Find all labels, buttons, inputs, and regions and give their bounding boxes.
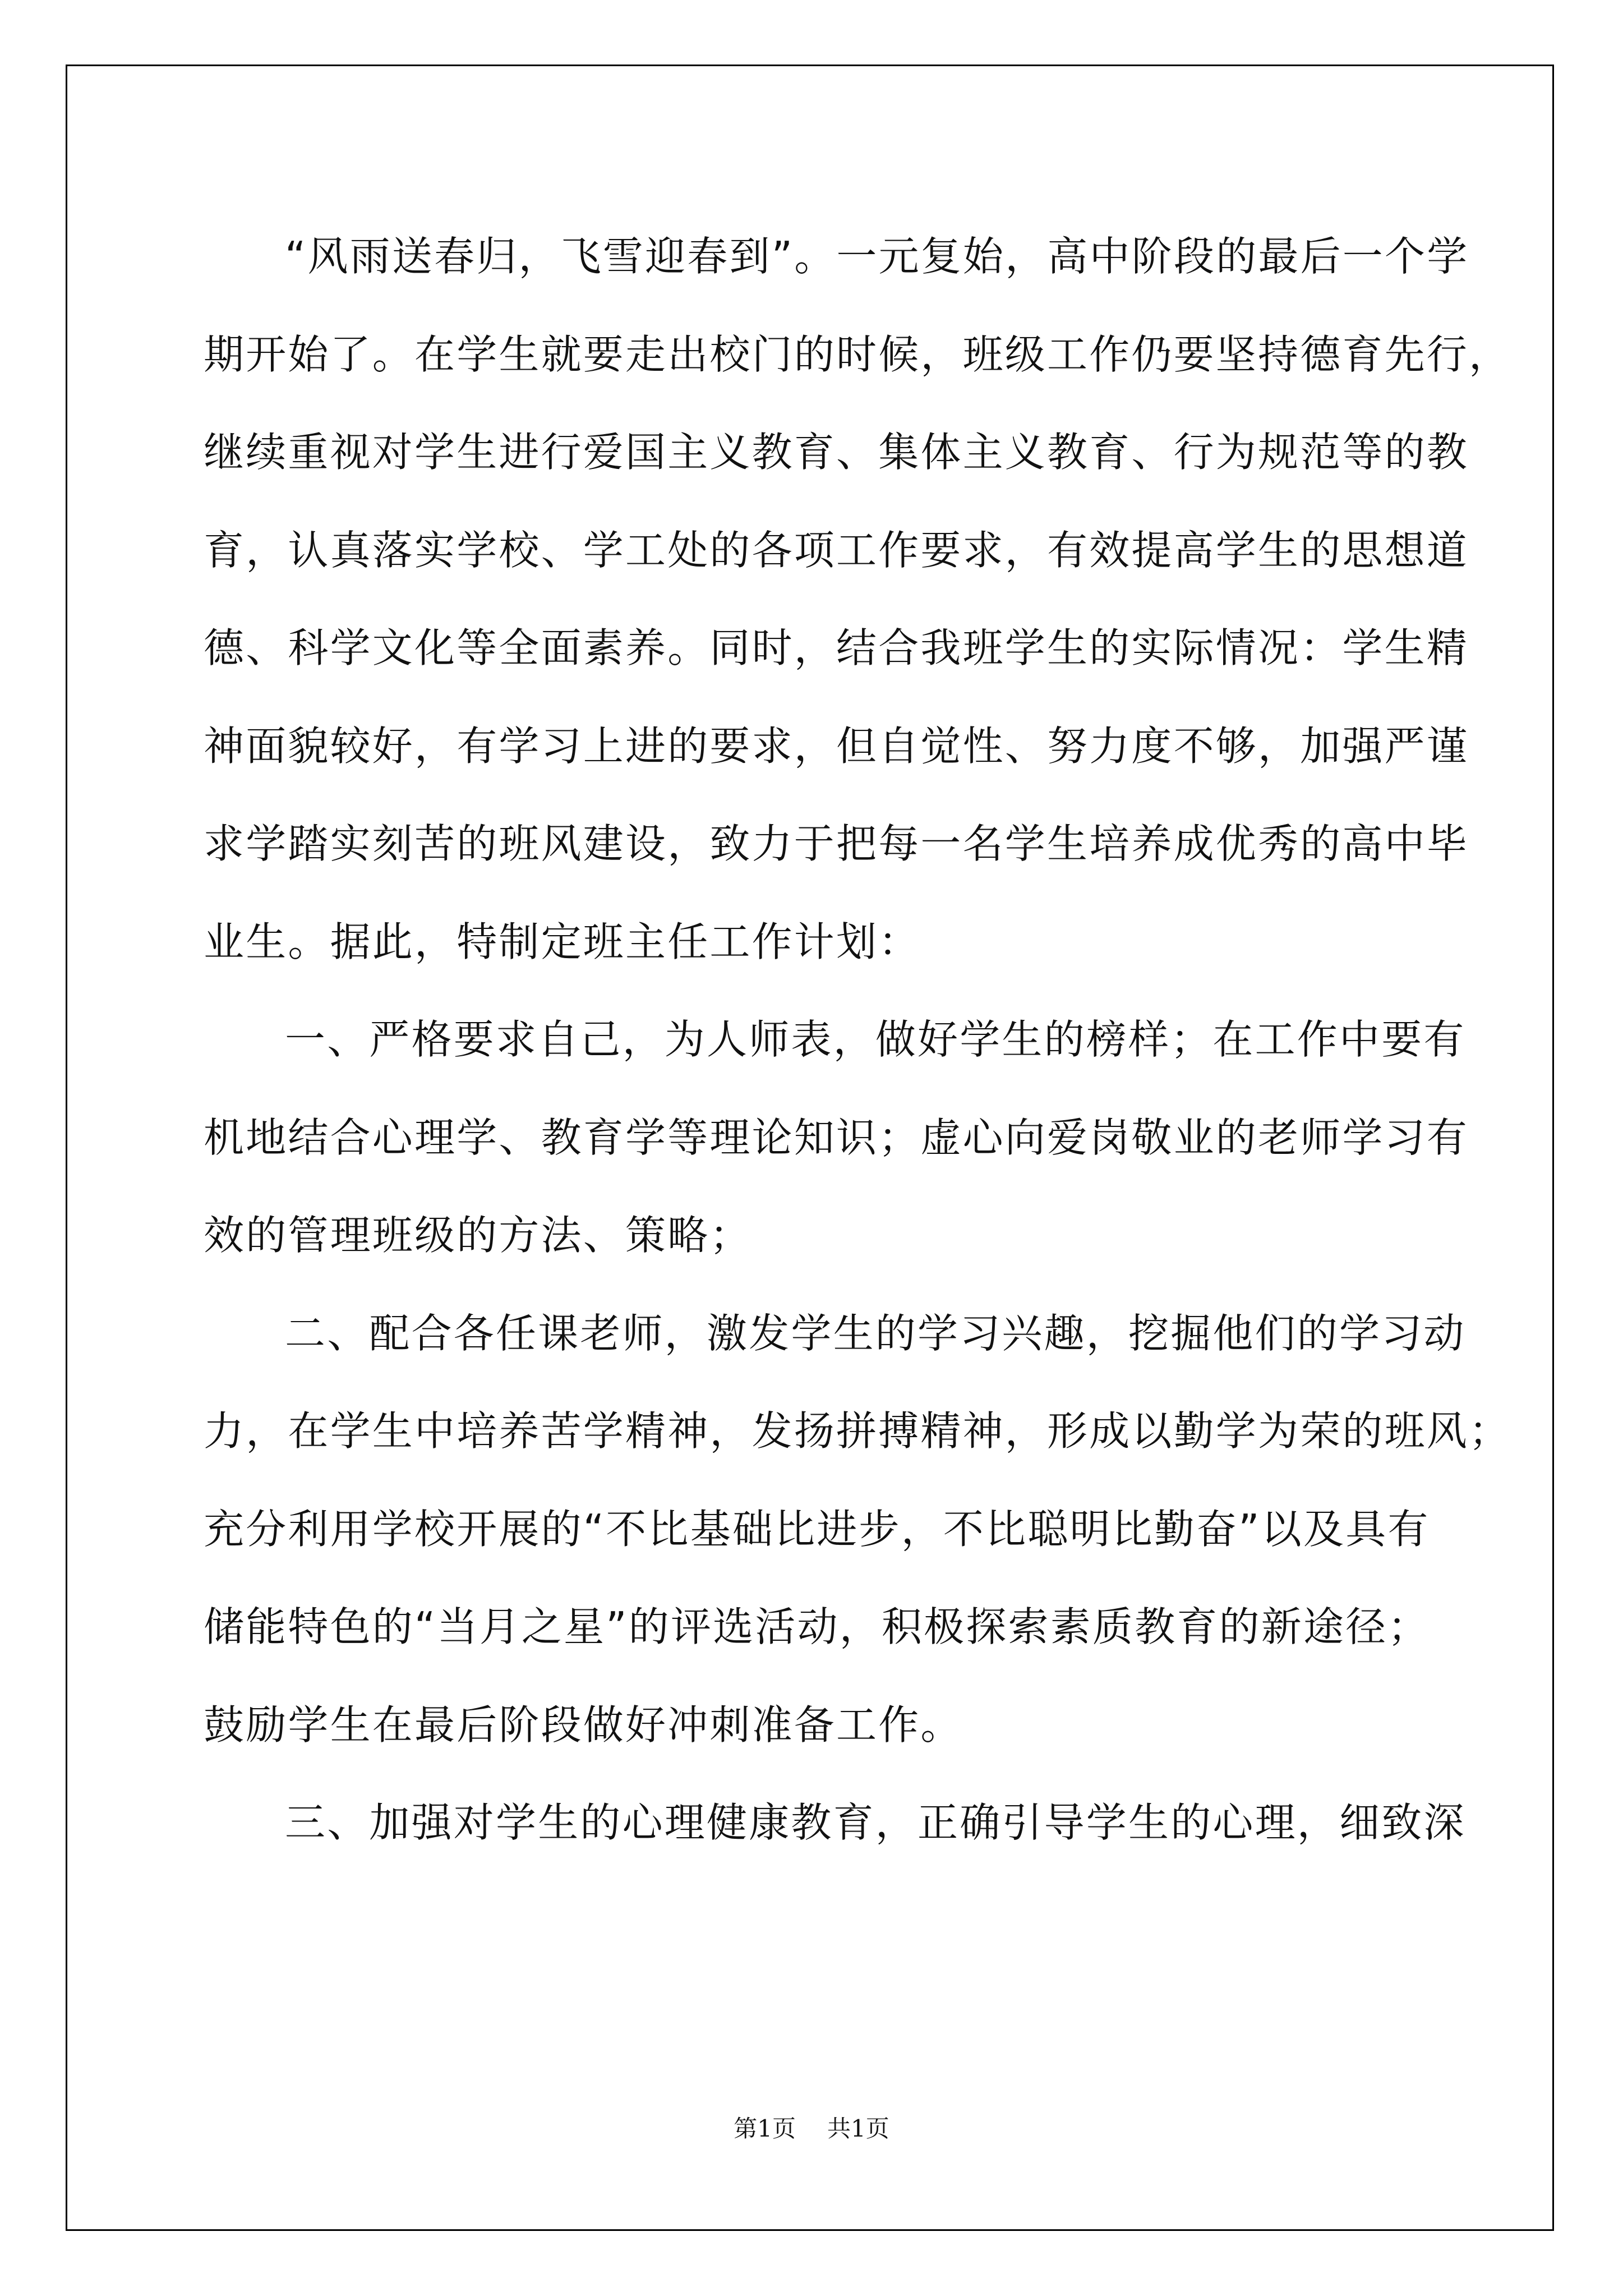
text-line: 鼓励学生在最后阶段做好冲刺准备工作。: [204, 1701, 963, 1749]
text-line: 业生。据此，特制定班主任工作计划：: [204, 918, 921, 965]
document-body: [204, 208, 1511, 1872]
text-line: 效的管理班级的方法、策略；: [204, 1212, 752, 1259]
text-line: 神面貌较好，有学习上进的要求，但自觉性、努力度不够，加强严谨: [204, 722, 1469, 770]
text-line: 充分利用学校开展的“不比基础比进步，不比聪明比勤奋”以及具有: [204, 1505, 1430, 1553]
text-line: 继续重视对学生进行爱国主义教育、集体主义教育、行为规范等的教: [204, 429, 1469, 476]
text-line: 一、严格要求自己，为人师表，做好学生的榜样；在工作中要有: [285, 1016, 1466, 1063]
page-number-total: 共1页: [827, 2115, 889, 2142]
text-line: 求学踏实刻苦的班风建设，致力于把每一名学生培养成优秀的高中毕: [204, 820, 1469, 867]
text-line: 力，在学生中培养苦学精神，发扬拼搏精神，形成以勤学为荣的班风；: [204, 1407, 1511, 1455]
text-line: 德、科学文化等全面素养。同时，结合我班学生的实际情况：学生精: [204, 624, 1469, 671]
text-line: 二、配合各任课老师，激发学生的学习兴趣，挖掘他们的学习动: [285, 1309, 1466, 1357]
page-footer: [0, 2110, 1623, 2144]
text-line: 期开始了。在学生就要走出校门的时候，班级工作仍要坚持德育先行，: [204, 330, 1511, 378]
text-line: 储能特色的“当月之星”的评选活动，积极探索素质教育的新途径；: [204, 1603, 1430, 1650]
text-line: 机地结合心理学、教育学等理论知识；虚心向爱岗敬业的老师学习有: [204, 1114, 1469, 1161]
text-line: 三、加强对学生的心理健康教育，正确引导学生的心理，细致深: [285, 1799, 1466, 1846]
text-line: “风雨送春归，飞雪迎春到”。一元复始，高中阶段的最后一个学: [285, 233, 1469, 280]
page-number-current: 第1页: [734, 2115, 796, 2142]
text-line: 育，认真落实学校、学工处的各项工作要求，有效提高学生的思想道: [204, 526, 1469, 574]
